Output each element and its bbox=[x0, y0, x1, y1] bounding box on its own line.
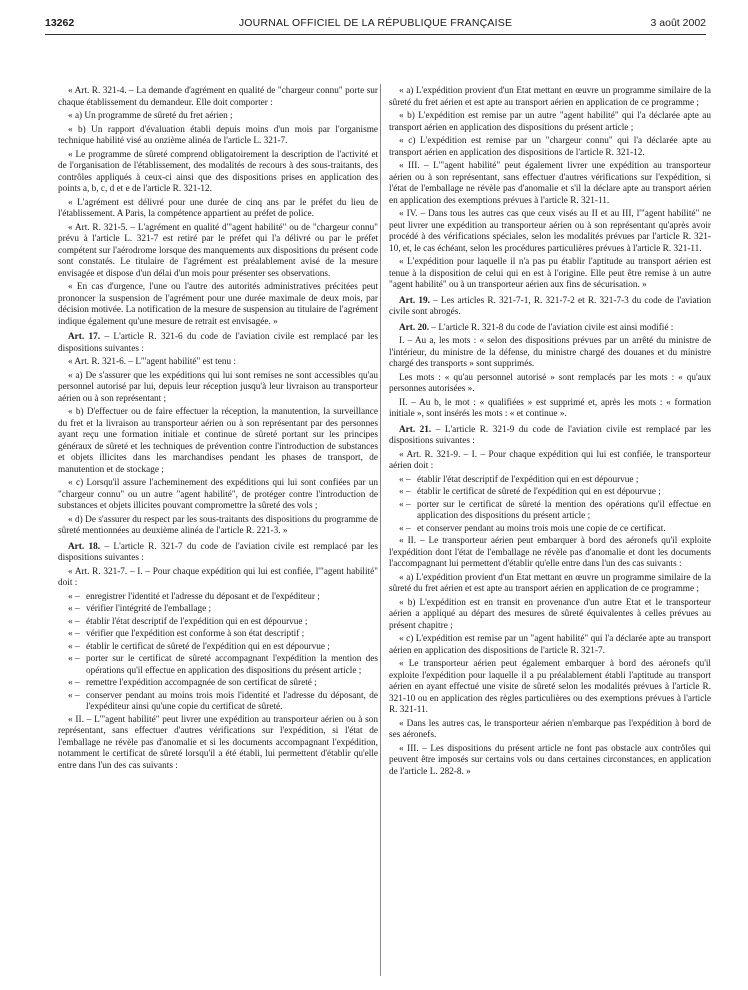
paragraph: « L'agrément est délivré pour une durée de cinq ans par le préfet du lieu de l'établissement. A Paris, la compétence appartient au préfet de police. bbox=[58, 197, 378, 219]
paragraph: « Dans les autres cas, le transporteur aérien n'embarque pas l'expédition à bord de ses aéronefs. bbox=[389, 718, 711, 740]
header-rule bbox=[45, 34, 706, 35]
list-item: « – remettre l'expédition accompagnée de son certificat de sûreté ; bbox=[68, 678, 317, 688]
article-number: Art. 21. bbox=[399, 424, 432, 435]
paragraph: « Le programme de sûreté comprend obligatoirement la description de l'activité et de l'organisation de l'établissement, des modalités de recours à des sous-traitants, des contrôles appliqués à ceux-ci ainsi que des dispositions prises en application des points a, b, c, d et e de l'article R. 321-12. bbox=[58, 149, 378, 194]
list-item: « – établir le certificat de sûreté de l'expédition qui en est dépourvue ; bbox=[68, 641, 330, 652]
article-21 bbox=[389, 425, 711, 448]
paragraph: « Le transporteur aérien peut également embarquer à bord des aéronefs qu'il exploite l'expédition pour laquelle il a pu préalablement établi l'aptitude au transport aérien en ayant effectué une visite de sûreté selon les modalités prévues à l'article R. 321-10 ou en application des règles particulières ou des exemptions prévues à l'article R. 321-11. bbox=[389, 659, 711, 715]
right-column bbox=[389, 86, 711, 780]
paragraph: « Art. R. 321-7. – I. – Pour chaque expédition qui lui est confiée, l'"agent habilité" doit : bbox=[58, 566, 378, 588]
list-item: « – conserver pendant au moins trois mois l'identité et l'adresse du déposant, de l'expéditeur ainsi qu'une copie du certificat de sûreté. bbox=[68, 690, 378, 712]
paragraph: « Art. R. 321-9. – I. – Pour chaque expédition qui lui est confiée, le transporteur aérien doit : bbox=[389, 449, 711, 471]
paragraph: I. – Au a, les mots : « selon des dispositions prévues par un arrêté du ministre de l'intérieur, du ministre de la défense, du ministre chargé des douanes et du ministre chargé des transports » sont supprimés. bbox=[389, 336, 711, 369]
paragraph: « a) De s'assurer que les expéditions qui lui sont remises ne sont accessibles qu'au personnel autorisé par lui, depuis leur réception jusqu'à leur livraison au transporteur aérien ou à son représentant ; bbox=[58, 370, 378, 404]
article-number: Art. 18. bbox=[68, 541, 101, 552]
page-number: 13262 bbox=[45, 17, 75, 29]
article-number: Art. 20. bbox=[399, 322, 430, 333]
article-text: – L'article R. 321-8 du code de l'aviation civile est ainsi modifié : bbox=[429, 322, 674, 333]
paragraph: « d) De s'assurer du respect par les sous-traitants des dispositions du programme de sûreté mentionnées au deuxième alinéa de l'article R. 221-3. » bbox=[58, 514, 378, 536]
paragraph: « b) D'effectuer ou de faire effectuer la réception, la manutention, la surveillance du fret et la livraison au transporteur aérien ou à son représentant par des personnes ayant reçu une formation initiale et continue de sûreté portant sur les principes généraux de sûreté et les techniques de prévention contre l'introduction de substances et objets illicites dans les marchandises pendant les phases de transport, de manutention et de stockage ; bbox=[58, 407, 378, 475]
paragraph: « II. – L'"agent habilité" peut livrer une expédition au transporteur aérien ou à son représentant, sans effectuer d'autres vérifications sur l'expédition, si l'état de l'emballage ne révèle pas d'anomalie et si les documents accompagnant l'expédition, notamment le certificat de sûreté lorsqu'il a été établi, lui permettent d'établir qu'elle entre dans l'un des cas suivants : bbox=[58, 714, 378, 771]
paragraph: « III. – L'"agent habilité" peut également livrer une expédition au transporteur aérien ou à son représentant, sans effectuer d'autres vérifications sur l'expédition, si l'état de l'emballage ne révèle pas d'anomalie et s'il la déclare apte au transport aérien en application des exemptions prévues à l'article R. 321-11. bbox=[389, 161, 711, 206]
list-item: « – vérifier que l'expédition est conforme à son état descriptif ; bbox=[68, 629, 305, 639]
paragraph: « a) L'expédition provient d'un Etat mettant en œuvre un programme similaire de la sûreté du fret aérien et est apte au transport aérien en application de ce programme ; bbox=[389, 572, 711, 594]
obligation-list bbox=[58, 592, 378, 714]
left-column bbox=[58, 86, 378, 774]
journal-title: JOURNAL OFFICIEL DE LA RÉPUBLIQUE FRANÇAISE bbox=[238, 17, 513, 29]
article-text: – L'article R. 321-9 du code de l'aviation civile est remplacé par les dispositions suivantes : bbox=[389, 424, 711, 446]
paragraph: « a) Un programme de sûreté du fret aérien ; bbox=[68, 111, 233, 121]
paragraph: « En cas d'urgence, l'une ou l'autre des autorités administratives précitées peut prononcer la suspension de l'agrément pour une durée maximale de deux mois, par décision motivée. La notification de la mesure de suspension au titulaire de l'agrément indique également qu'une mesure de retrait est envisagée. » bbox=[58, 282, 378, 327]
article-20 bbox=[389, 323, 711, 335]
paragraph: « III. – Les dispositions du présent article ne font pas obstacle aux contrôles qui peuvent être imposés sur certains vols ou dans certaines circonstances, en application de l'article L. 282-8. » bbox=[389, 743, 711, 777]
paragraph: « Art. R. 321-5. – L'agrément en qualité d'"agent habilité" ou de "chargeur connu" prévu à l'article L. 321-7 est retiré par le préfet qui l'a délivré ou par le préfet compétent sur l'aérodrome lorsque des manquements aux dispositions du présent code sont constatés. Le titulaire de l'agrément est préalablement avisé de la mesure envisagée et dispose d'un délai d'un mois pour présenter ses observations. bbox=[58, 222, 378, 279]
paragraph: « a) L'expédition provient d'un Etat mettant en œuvre un programme similaire de la sûreté du fret aérien et est apte au transport aérien en application de ce programme ; bbox=[389, 86, 711, 108]
list-item: « – porter sur le certificat de sûreté la mention des opérations qu'il effectue en application des dispositions du présent article ; bbox=[399, 499, 711, 521]
article-19 bbox=[389, 296, 711, 319]
paragraph: II. – Au b, le mot : « qualifiées » est supprimé et, après les mots : « formation initiale », sont insérés les mots : « et continue ». bbox=[389, 397, 711, 419]
article-18 bbox=[58, 542, 378, 565]
paragraph: « c) Lorsqu'il assure l'acheminement des expéditions qui lui sont confiées par un "chargeur connu" ou un autre "agent habilité", de protéger contre l'introduction de substances et objets illicites pouvant compromettre la sûreté des vols ; bbox=[58, 478, 378, 511]
page-header bbox=[45, 14, 706, 32]
paragraph: « b) Un rapport d'évaluation établi depuis moins d'un mois par l'organisme technique habilité visé au onzième alinéa de l'article L. 321-7. bbox=[58, 124, 378, 146]
paragraph: « II. – Le transporteur aérien peut embarquer à bord des aéronefs qu'il exploite l'expédition dont l'état de l'emballage ne révèle pas d'anomalie et dont les documents l'accompagnant lui permettent d'établir qu'elle entre dans l'un des cas suivants : bbox=[389, 536, 711, 569]
article-text: – L'article R. 321-7 du code de l'aviation civile est remplacé par les dispositions suivantes : bbox=[58, 541, 378, 563]
article-17 bbox=[58, 332, 378, 355]
paragraph: « Art. R. 321-4. – La demande d'agrément en qualité de "chargeur connu" porte sur chaque établissement du demandeur. Elle doit comporter : bbox=[58, 86, 378, 108]
list-item: « – établir l'état descriptif de l'expédition qui en est dépourvue ; bbox=[68, 616, 308, 627]
carrier-obligation-list bbox=[389, 475, 711, 536]
list-item: « – établir le certificat de sûreté de l'expédition qui en est dépourvue ; bbox=[399, 487, 661, 497]
paragraph: « c) L'expédition est remise par un "chargeur connu" qui l'a déclarée apte au transport aérien en application des dispositions de l'article R. 321-12. bbox=[389, 136, 711, 158]
list-item: « – vérifier l'intégrité de l'emballage ; bbox=[68, 604, 212, 614]
list-item: « – établir l'état descriptif de l'expédition qui en est dépourvue ; bbox=[399, 474, 639, 485]
issue-date: 3 août 2002 bbox=[650, 17, 706, 29]
paragraph: « b) L'expédition est en transit en provenance d'un autre Etat et le transporteur aérien a appliqué au départ des mesures de sûreté équivalentes à celles prévues au présent chapitre ; bbox=[389, 597, 711, 631]
article-text: – L'article R. 321-6 du code de l'aviation civile est remplacé par les dispositions suivantes : bbox=[58, 332, 378, 354]
paragraph: Les mots : « qu'au personnel autorisé » sont remplacés par les mots : « qu'aux personnes autorisées ». bbox=[389, 372, 711, 394]
paragraph: « Art. R. 321-6. – L'"agent habilité" est tenu : bbox=[68, 357, 236, 367]
list-item: « – enregistrer l'identité et l'adresse du déposant et de l'expéditeur ; bbox=[68, 591, 320, 602]
column-divider bbox=[380, 84, 381, 976]
list-item: « – et conserver pendant au moins trois mois une copie de ce certificat. bbox=[399, 523, 666, 534]
paragraph: « b) L'expédition est remise par un autre "agent habilité" qui l'a déclarée apte au transport aérien en application des dispositions du présent article ; bbox=[389, 111, 711, 133]
paragraph: « IV. – Dans tous les autres cas que ceux visés au II et au III, l'"agent habilité" ne peut livrer une expédition au transporteur aérien ou à son représentant qu'après avoir procédé à des vérifications spéciales, selon les modalités prévues par l'article R. 321-10, et, le cas échéant, selon les procédures particulières prévues à l'article R. 321-11. bbox=[389, 209, 711, 254]
paragraph: « c) L'expédition est remise par un "agent habilité" qui l'a déclarée apte au transport aérien en application des dispositions de l'article R. 321-7. bbox=[389, 634, 711, 656]
article-text: – Les articles R. 321-7-1, R. 321-7-2 et R. 321-7-3 du code de l'aviation civile sont abrogés. bbox=[389, 295, 712, 317]
article-number: Art. 19. bbox=[399, 295, 430, 306]
article-number: Art. 17. bbox=[68, 332, 101, 342]
list-item: « – porter sur le certificat de sûreté accompagnant l'expédition la mention des opérations qu'il effectue en application des dispositions du présent article ; bbox=[68, 654, 378, 676]
paragraph: « L'expédition pour laquelle il n'a pas pu établir l'aptitude au transport aérien est tenue à la disposition de celui qui en est à l'origine. Elle peut être remise à un autre "agent habilité" ou à un transporteur aérien aux fins de sécurisation. » bbox=[389, 257, 711, 290]
